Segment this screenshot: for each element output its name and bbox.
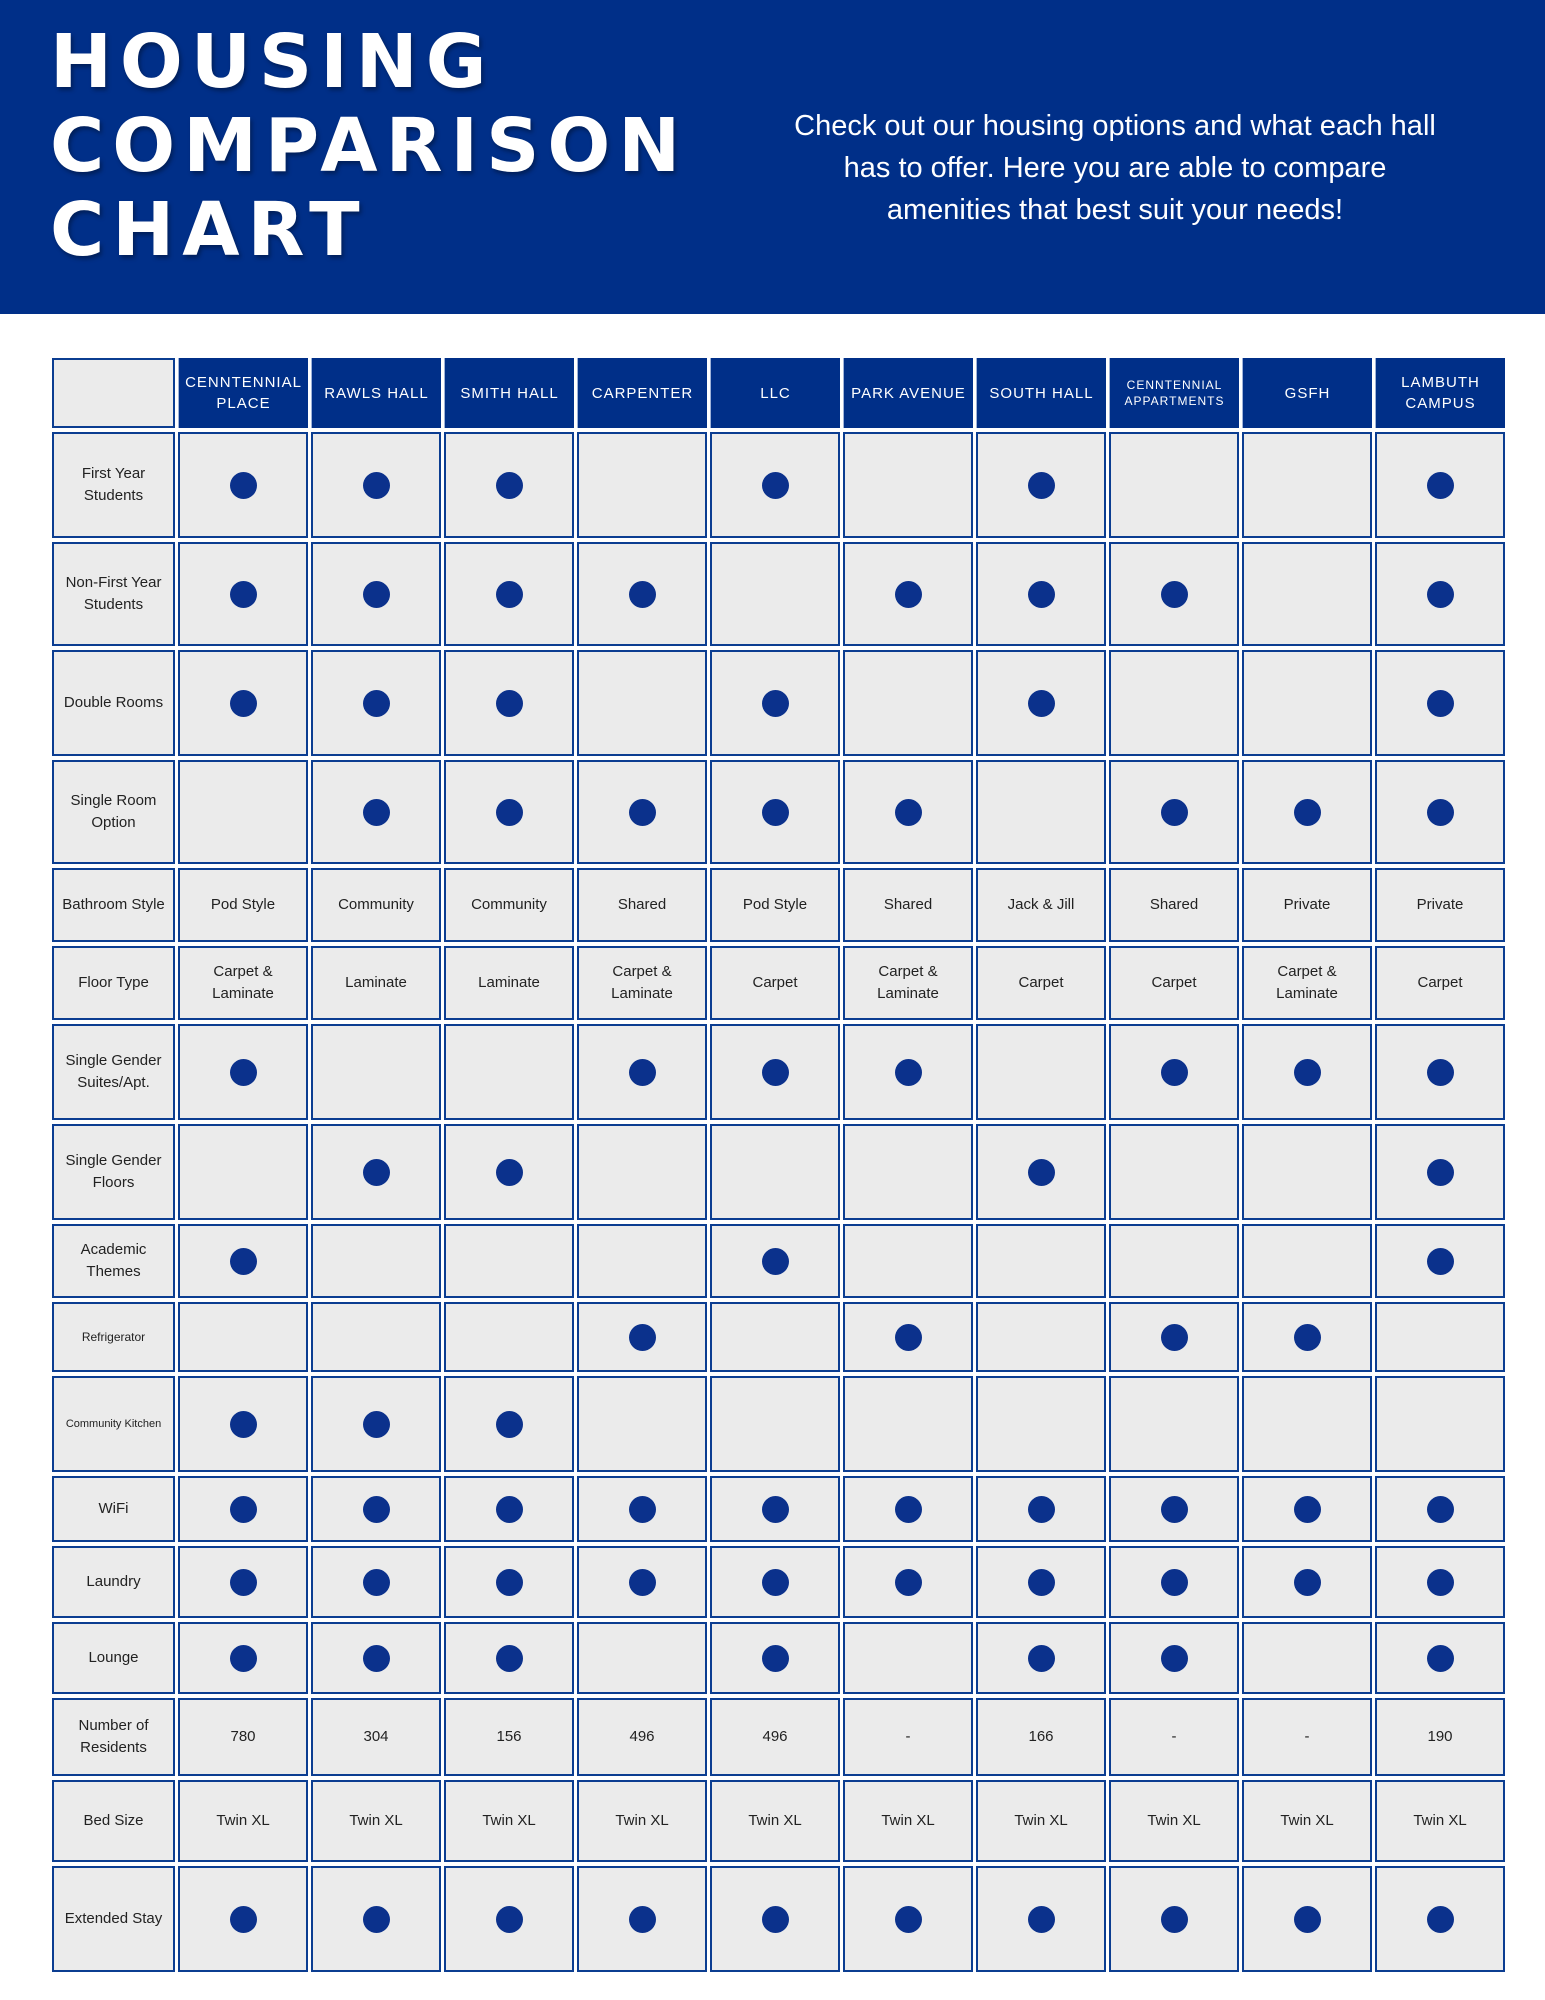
available-dot-icon	[1294, 1496, 1321, 1523]
available-dot-icon	[1028, 1645, 1055, 1672]
available-dot-icon	[895, 1496, 922, 1523]
available-dot-icon	[496, 1645, 523, 1672]
table-cell	[311, 1546, 441, 1618]
table-cell	[311, 1622, 441, 1694]
table-cell	[843, 1866, 973, 1972]
available-dot-icon	[363, 690, 390, 717]
available-dot-icon	[1028, 690, 1055, 717]
table-cell	[843, 1224, 973, 1298]
available-dot-icon	[1161, 1569, 1188, 1596]
comparison-table	[52, 358, 1505, 1972]
table-cell	[843, 542, 973, 646]
table-cell: Carpet	[710, 946, 840, 1020]
column-header: RAWLS HALL	[311, 358, 441, 428]
table-cell: Carpet	[1375, 946, 1505, 1020]
column-header: SOUTH HALL	[976, 358, 1106, 428]
table-cell	[710, 432, 840, 538]
row-label: Double Rooms	[52, 650, 175, 756]
available-dot-icon	[629, 1569, 656, 1596]
row-label: Bed Size	[52, 1780, 175, 1862]
row-label: Single Gender Suites/Apt.	[52, 1024, 175, 1120]
row-label: Non-First Year Students	[52, 542, 175, 646]
available-dot-icon	[496, 472, 523, 499]
available-dot-icon	[629, 1496, 656, 1523]
table-cell: Jack & Jill	[976, 868, 1106, 942]
available-dot-icon	[496, 1569, 523, 1596]
table-cell	[311, 1302, 441, 1372]
table-cell: Carpet & Laminate	[178, 946, 308, 1020]
table-cell	[577, 1476, 707, 1542]
table-cell: Twin XL	[444, 1780, 574, 1862]
table-cell	[710, 1024, 840, 1120]
table-cell	[577, 1224, 707, 1298]
table-cell	[178, 1866, 308, 1972]
table-cell: Carpet	[1109, 946, 1239, 1020]
available-dot-icon	[1028, 1906, 1055, 1933]
available-dot-icon	[363, 581, 390, 608]
table-cell: Private	[1375, 868, 1505, 942]
available-dot-icon	[629, 799, 656, 826]
table-cell	[976, 1476, 1106, 1542]
available-dot-icon	[762, 1248, 789, 1275]
table-cell	[976, 1124, 1106, 1220]
available-dot-icon	[1161, 1324, 1188, 1351]
table-cell: Pod Style	[178, 868, 308, 942]
table-cell: Private	[1242, 868, 1372, 942]
table-cell	[311, 542, 441, 646]
header-banner	[0, 0, 1545, 314]
table-cell	[444, 1376, 574, 1472]
table-cell	[577, 1024, 707, 1120]
table-cell: Pod Style	[710, 868, 840, 942]
table-cell	[444, 760, 574, 864]
table-cell: 304	[311, 1698, 441, 1776]
table-cell	[976, 432, 1106, 538]
table-cell	[976, 1376, 1106, 1472]
table-cell	[311, 432, 441, 538]
table-cell	[577, 1622, 707, 1694]
available-dot-icon	[230, 1411, 257, 1438]
table-cell	[444, 542, 574, 646]
table-cell	[843, 1546, 973, 1618]
table-cell	[843, 760, 973, 864]
available-dot-icon	[1161, 1906, 1188, 1933]
table-cell: Community	[311, 868, 441, 942]
table-cell	[1375, 650, 1505, 756]
table-cell: Shared	[1109, 868, 1239, 942]
table-cell	[1109, 1124, 1239, 1220]
table-cell	[444, 650, 574, 756]
table-cell	[710, 542, 840, 646]
available-dot-icon	[1161, 1059, 1188, 1086]
table-cell: Twin XL	[311, 1780, 441, 1862]
row-label: Extended Stay	[52, 1866, 175, 1972]
column-header: LAMBUTH CAMPUS	[1375, 358, 1505, 428]
available-dot-icon	[1294, 1569, 1321, 1596]
table-cell	[976, 1866, 1106, 1972]
available-dot-icon	[363, 1569, 390, 1596]
table-cell	[577, 1546, 707, 1618]
column-header: CENNTENNIAL APPARTMENTS	[1109, 358, 1239, 428]
row-label: Laundry	[52, 1546, 175, 1618]
available-dot-icon	[496, 581, 523, 608]
table-cell	[1109, 1224, 1239, 1298]
table-cell	[1109, 1546, 1239, 1618]
available-dot-icon	[762, 1645, 789, 1672]
available-dot-icon	[230, 581, 257, 608]
table-cell	[311, 1224, 441, 1298]
available-dot-icon	[496, 1159, 523, 1186]
table-cell	[1242, 1622, 1372, 1694]
table-cell: 496	[577, 1698, 707, 1776]
available-dot-icon	[1427, 799, 1454, 826]
available-dot-icon	[1161, 799, 1188, 826]
available-dot-icon	[895, 581, 922, 608]
table-cell	[710, 1866, 840, 1972]
table-cell: Carpet	[976, 946, 1106, 1020]
available-dot-icon	[762, 472, 789, 499]
table-cell	[178, 1622, 308, 1694]
table-cell	[311, 760, 441, 864]
table-cell: 190	[1375, 1698, 1505, 1776]
available-dot-icon	[230, 1569, 257, 1596]
available-dot-icon	[363, 799, 390, 826]
page-title	[50, 20, 688, 272]
table-cell: Laminate	[444, 946, 574, 1020]
available-dot-icon	[762, 690, 789, 717]
table-cell	[1109, 1622, 1239, 1694]
table-cell	[1375, 1024, 1505, 1120]
row-label: Number of Residents	[52, 1698, 175, 1776]
row-label: Single Gender Floors	[52, 1124, 175, 1220]
table-cell: Twin XL	[1242, 1780, 1372, 1862]
table-cell	[1375, 1224, 1505, 1298]
table-cell	[1375, 1546, 1505, 1618]
available-dot-icon	[230, 1059, 257, 1086]
row-label: First Year Students	[52, 432, 175, 538]
available-dot-icon	[1427, 1906, 1454, 1933]
table-cell	[1242, 650, 1372, 756]
row-label: WiFi	[52, 1476, 175, 1542]
table-cell: Twin XL	[178, 1780, 308, 1862]
table-cell	[444, 1224, 574, 1298]
column-header: CENNTENNIAL PLACE	[178, 358, 308, 428]
column-header: SMITH HALL	[444, 358, 574, 428]
table-cell: 780	[178, 1698, 308, 1776]
table-cell: 166	[976, 1698, 1106, 1776]
available-dot-icon	[230, 1248, 257, 1275]
column-header: LLC	[710, 358, 840, 428]
row-label: Academic Themes	[52, 1224, 175, 1298]
available-dot-icon	[1427, 1159, 1454, 1186]
available-dot-icon	[1028, 1159, 1055, 1186]
available-dot-icon	[363, 1496, 390, 1523]
table-cell: Laminate	[311, 946, 441, 1020]
available-dot-icon	[363, 1411, 390, 1438]
table-cell	[1109, 1024, 1239, 1120]
table-cell	[1109, 760, 1239, 864]
available-dot-icon	[1294, 799, 1321, 826]
available-dot-icon	[762, 1569, 789, 1596]
available-dot-icon	[363, 1645, 390, 1672]
table-cell	[976, 1302, 1106, 1372]
table-cell	[1242, 542, 1372, 646]
table-cell	[178, 1302, 308, 1372]
table-cell	[577, 760, 707, 864]
table-cell	[1109, 1476, 1239, 1542]
table-cell	[843, 432, 973, 538]
table-corner	[52, 358, 175, 428]
available-dot-icon	[496, 1411, 523, 1438]
table-cell	[178, 432, 308, 538]
available-dot-icon	[1294, 1324, 1321, 1351]
table-cell	[710, 1224, 840, 1298]
table-cell: Community	[444, 868, 574, 942]
available-dot-icon	[1427, 690, 1454, 717]
available-dot-icon	[762, 1059, 789, 1086]
table-cell	[976, 1622, 1106, 1694]
table-cell	[577, 1302, 707, 1372]
table-cell	[710, 760, 840, 864]
table-cell: Twin XL	[1375, 1780, 1505, 1862]
row-label: Lounge	[52, 1622, 175, 1694]
table-cell	[1109, 1302, 1239, 1372]
table-cell	[311, 650, 441, 756]
table-cell	[178, 1124, 308, 1220]
title-line: HOUSING	[50, 19, 495, 105]
table-cell	[577, 1376, 707, 1472]
available-dot-icon	[230, 472, 257, 499]
available-dot-icon	[230, 1496, 257, 1523]
table-cell	[444, 1546, 574, 1618]
row-label: Bathroom Style	[52, 868, 175, 942]
available-dot-icon	[1161, 1496, 1188, 1523]
table-cell	[1242, 432, 1372, 538]
row-label: Single Room Option	[52, 760, 175, 864]
table-cell	[1375, 760, 1505, 864]
table-cell	[710, 650, 840, 756]
table-cell	[1109, 1866, 1239, 1972]
available-dot-icon	[1427, 1645, 1454, 1672]
table-cell: -	[1109, 1698, 1239, 1776]
table-cell	[1109, 432, 1239, 538]
available-dot-icon	[363, 472, 390, 499]
table-cell	[976, 542, 1106, 646]
table-cell	[843, 1124, 973, 1220]
title-line: COMPARISON	[50, 103, 689, 189]
available-dot-icon	[629, 1906, 656, 1933]
table-cell	[178, 1376, 308, 1472]
available-dot-icon	[895, 799, 922, 826]
available-dot-icon	[496, 1496, 523, 1523]
title-line: CHART	[50, 187, 368, 273]
available-dot-icon	[895, 1324, 922, 1351]
table-cell: Shared	[577, 868, 707, 942]
table-cell	[1242, 1024, 1372, 1120]
table-cell: Carpet & Laminate	[1242, 946, 1372, 1020]
table-cell	[444, 1124, 574, 1220]
table-cell	[976, 1224, 1106, 1298]
table-cell	[843, 1622, 973, 1694]
table-cell	[843, 1376, 973, 1472]
available-dot-icon	[895, 1569, 922, 1596]
available-dot-icon	[1294, 1906, 1321, 1933]
table-cell	[577, 542, 707, 646]
table-cell	[1375, 432, 1505, 538]
table-cell	[577, 432, 707, 538]
table-cell	[178, 1224, 308, 1298]
table-cell: Twin XL	[843, 1780, 973, 1862]
available-dot-icon	[1427, 1059, 1454, 1086]
available-dot-icon	[762, 1906, 789, 1933]
available-dot-icon	[230, 1645, 257, 1672]
table-cell: Carpet & Laminate	[843, 946, 973, 1020]
available-dot-icon	[363, 1906, 390, 1933]
table-cell: Twin XL	[1109, 1780, 1239, 1862]
table-cell	[1375, 1376, 1505, 1472]
available-dot-icon	[762, 799, 789, 826]
column-header: GSFH	[1242, 358, 1372, 428]
available-dot-icon	[1028, 1496, 1055, 1523]
table-cell	[843, 1302, 973, 1372]
table-cell	[444, 432, 574, 538]
table-cell	[178, 542, 308, 646]
available-dot-icon	[1427, 1496, 1454, 1523]
table-cell: Twin XL	[577, 1780, 707, 1862]
table-cell	[444, 1866, 574, 1972]
table-cell	[843, 650, 973, 756]
table-cell: Carpet & Laminate	[577, 946, 707, 1020]
table-cell	[710, 1376, 840, 1472]
table-cell	[311, 1124, 441, 1220]
available-dot-icon	[629, 1324, 656, 1351]
intro-text: Check out our housing options and what each hall has to offer. Here you are able to compare amenities that best suit your needs!	[794, 110, 1436, 226]
available-dot-icon	[762, 1496, 789, 1523]
table-cell: Shared	[843, 868, 973, 942]
table-cell	[577, 1124, 707, 1220]
available-dot-icon	[1028, 1569, 1055, 1596]
table-cell	[1242, 1224, 1372, 1298]
table-cell	[444, 1024, 574, 1120]
table-cell: 496	[710, 1698, 840, 1776]
available-dot-icon	[629, 1059, 656, 1086]
table-cell	[311, 1866, 441, 1972]
table-cell	[710, 1476, 840, 1542]
table-cell	[1242, 1546, 1372, 1618]
table-cell	[976, 1546, 1106, 1618]
table-cell	[178, 650, 308, 756]
table-cell	[444, 1476, 574, 1542]
table-cell	[976, 650, 1106, 756]
available-dot-icon	[1427, 581, 1454, 608]
table-cell	[710, 1302, 840, 1372]
table-cell	[1109, 1376, 1239, 1472]
table-cell	[710, 1124, 840, 1220]
table-cell	[311, 1376, 441, 1472]
table-cell	[1375, 542, 1505, 646]
available-dot-icon	[1294, 1059, 1321, 1086]
available-dot-icon	[1427, 1248, 1454, 1275]
available-dot-icon	[1161, 1645, 1188, 1672]
table-cell	[1109, 650, 1239, 756]
table-cell	[178, 760, 308, 864]
table-cell	[976, 1024, 1106, 1120]
table-cell	[1375, 1302, 1505, 1372]
table-cell	[1242, 760, 1372, 864]
table-cell	[1375, 1622, 1505, 1694]
row-label: Refrigerator	[52, 1302, 175, 1372]
table-cell	[311, 1024, 441, 1120]
table-cell	[710, 1622, 840, 1694]
available-dot-icon	[1427, 472, 1454, 499]
available-dot-icon	[496, 690, 523, 717]
table-cell	[1242, 1302, 1372, 1372]
table-cell	[1242, 1376, 1372, 1472]
column-header: CARPENTER	[577, 358, 707, 428]
table-cell	[710, 1546, 840, 1618]
table-cell	[1375, 1124, 1505, 1220]
row-label: Community Kitchen	[52, 1376, 175, 1472]
table-cell	[444, 1622, 574, 1694]
available-dot-icon	[1028, 581, 1055, 608]
table-cell	[178, 1024, 308, 1120]
table-cell: -	[843, 1698, 973, 1776]
table-cell	[1242, 1866, 1372, 1972]
available-dot-icon	[895, 1059, 922, 1086]
available-dot-icon	[1161, 581, 1188, 608]
available-dot-icon	[629, 581, 656, 608]
available-dot-icon	[496, 799, 523, 826]
table-cell: -	[1242, 1698, 1372, 1776]
table-cell	[1109, 542, 1239, 646]
table-cell	[444, 1302, 574, 1372]
table-cell: Twin XL	[976, 1780, 1106, 1862]
table-cell: 156	[444, 1698, 574, 1776]
table-cell	[843, 1476, 973, 1542]
table-cell	[311, 1476, 441, 1542]
table-cell	[1375, 1866, 1505, 1972]
available-dot-icon	[230, 690, 257, 717]
table-cell	[843, 1024, 973, 1120]
table-cell	[178, 1476, 308, 1542]
available-dot-icon	[895, 1906, 922, 1933]
table-cell	[577, 1866, 707, 1972]
table-cell: Twin XL	[710, 1780, 840, 1862]
table-cell	[1242, 1124, 1372, 1220]
table-cell	[1375, 1476, 1505, 1542]
available-dot-icon	[496, 1906, 523, 1933]
column-header: PARK AVENUE	[843, 358, 973, 428]
table-cell	[178, 1546, 308, 1618]
table-cell	[577, 650, 707, 756]
table-cell	[976, 760, 1106, 864]
row-label: Floor Type	[52, 946, 175, 1020]
table-cell	[1242, 1476, 1372, 1542]
available-dot-icon	[363, 1159, 390, 1186]
available-dot-icon	[1028, 472, 1055, 499]
available-dot-icon	[1427, 1569, 1454, 1596]
available-dot-icon	[230, 1906, 257, 1933]
